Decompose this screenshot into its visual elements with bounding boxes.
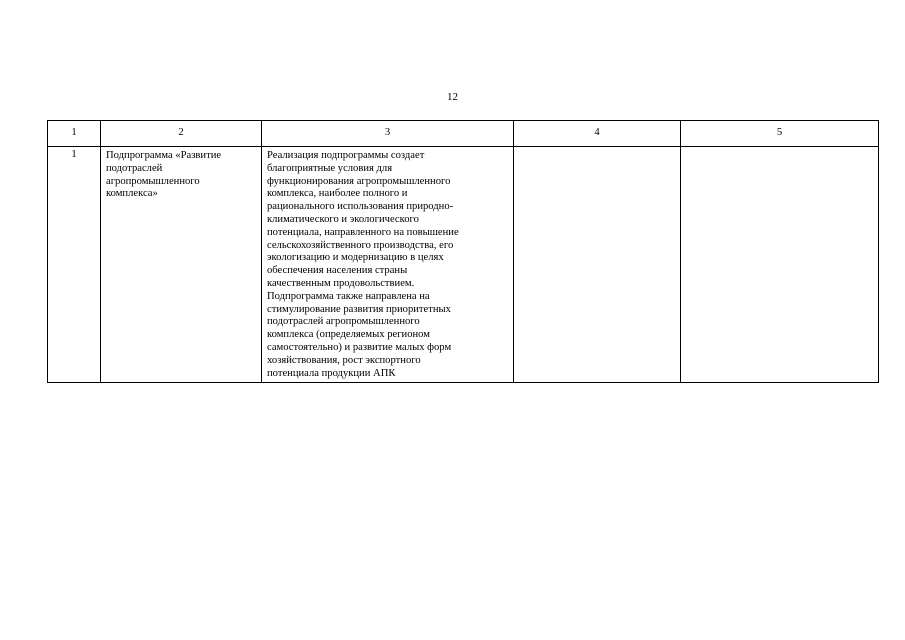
subprogram-name-line: агропромышленного bbox=[106, 175, 200, 187]
col-5-cell bbox=[681, 147, 879, 383]
header-col-1: 1 bbox=[48, 121, 101, 147]
description-line: самостоятельно) и развитие малых форм bbox=[267, 341, 452, 353]
table-header-row bbox=[48, 121, 879, 147]
subprogram-name-line: комплекса» bbox=[106, 188, 158, 200]
program-table bbox=[47, 120, 879, 383]
description-line: климатического и экологического bbox=[267, 213, 419, 225]
description-line: Подпрограмма также направлена на bbox=[267, 290, 430, 302]
description-line: качественным продовольствием. bbox=[267, 277, 415, 289]
subprogram-description-cell bbox=[262, 147, 514, 383]
description-line: обеспечения населения страны bbox=[267, 265, 408, 277]
description-line: сельскохозяйственного производства, его bbox=[267, 239, 454, 251]
description-line: подотраслей агропромышленного bbox=[267, 316, 420, 328]
description-line: функционирования агропромышленного bbox=[267, 175, 451, 187]
subprogram-name-cell bbox=[101, 147, 262, 383]
header-col-4: 4 bbox=[514, 121, 681, 147]
header-col-5: 5 bbox=[681, 121, 879, 147]
description-line: потенциала, направленного на повышение bbox=[267, 226, 459, 238]
subprogram-name-line: Подпрограмма «Развитие bbox=[106, 150, 222, 161]
description-line: комплекса (определяемых регионом bbox=[267, 329, 430, 341]
row-number-cell: 1 bbox=[48, 147, 101, 383]
description-line: стимулирование развития приоритетных bbox=[267, 303, 451, 315]
table-row bbox=[48, 147, 879, 383]
header-col-3: 3 bbox=[262, 121, 514, 147]
description-line: потенциала продукции АПК bbox=[267, 367, 396, 379]
subprogram-name-line: подотраслей bbox=[106, 162, 163, 174]
description-line: Реализация подпрограммы создает bbox=[267, 150, 425, 161]
description-line: экологизацию и модернизацию в целях bbox=[267, 252, 444, 264]
page-number: 12 bbox=[447, 91, 458, 103]
header-col-2: 2 bbox=[101, 121, 262, 147]
description-line: комплекса, наиболее полного и bbox=[267, 188, 408, 200]
col-4-cell bbox=[514, 147, 681, 383]
description-line: благоприятные условия для bbox=[267, 162, 393, 174]
description-line: хозяйствования, рост экспортного bbox=[267, 354, 421, 366]
description-line: рационального использования природно- bbox=[267, 201, 454, 213]
